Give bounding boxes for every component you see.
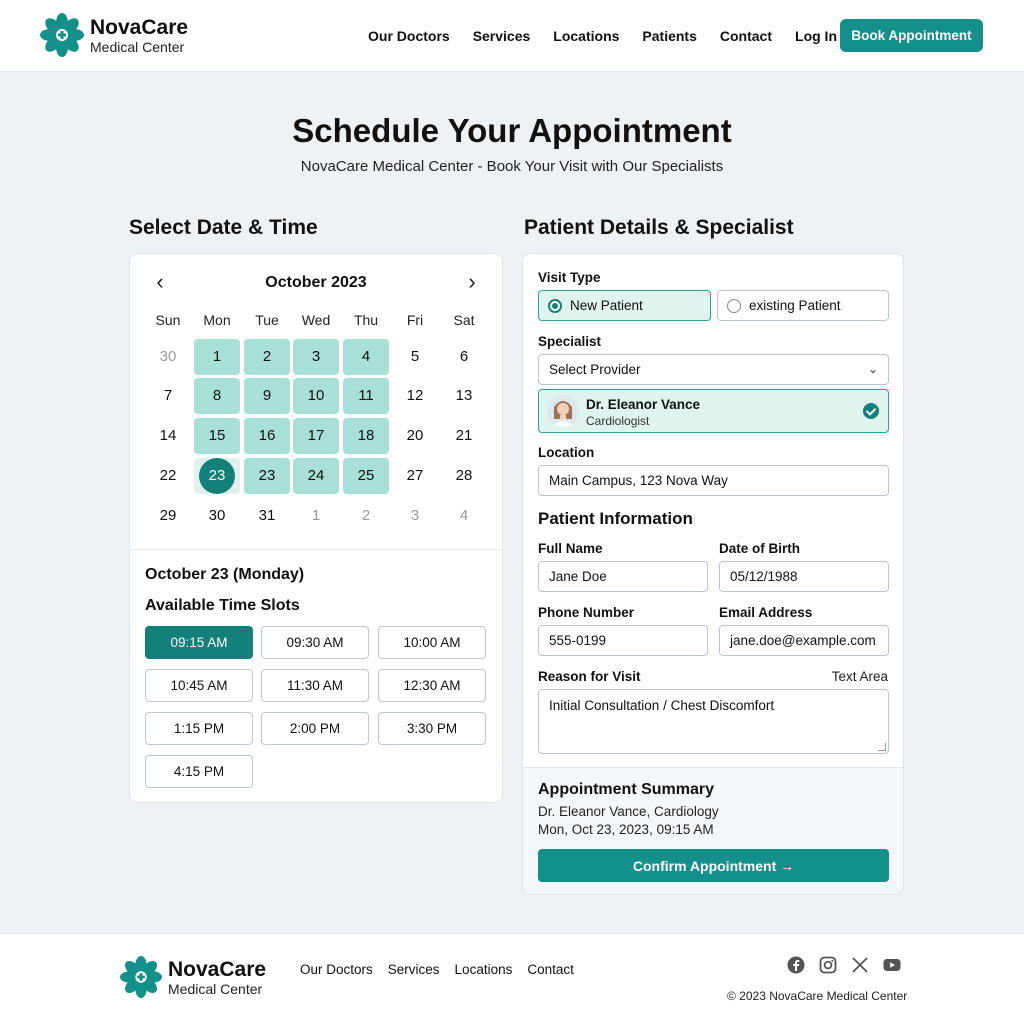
calendar-day[interactable]: 31 xyxy=(258,507,276,524)
specialist-select-value: Select Provider xyxy=(549,362,641,377)
book-appointment-button[interactable]: Book Appointment xyxy=(840,19,983,52)
email-label: Email Address xyxy=(719,605,813,620)
reason-label: Reason for Visit xyxy=(538,669,641,684)
dob-label: Date of Birth xyxy=(719,541,800,556)
location-field[interactable]: Main Campus, 123 Nova Way xyxy=(538,465,889,496)
calendar-day[interactable]: 14 xyxy=(159,427,177,444)
full-name-label: Full Name xyxy=(538,541,603,556)
calendar-day[interactable]: 30 xyxy=(208,507,226,524)
calendar-card xyxy=(129,253,503,803)
calendar-day[interactable]: 9 xyxy=(244,378,290,414)
check-circle-icon xyxy=(863,403,879,419)
nav-contact[interactable]: Contact xyxy=(719,28,773,44)
radio-checked-icon xyxy=(548,299,562,313)
reason-value: Initial Consultation / Chest Discomfort xyxy=(549,698,775,713)
weekday-header: Tue xyxy=(255,312,279,328)
calendar-day[interactable]: 7 xyxy=(163,387,173,404)
time-slot[interactable]: 12:30 AM xyxy=(378,669,486,702)
calendar-day-selected[interactable] xyxy=(194,458,240,494)
details-card xyxy=(522,253,904,895)
summary-title: Appointment Summary xyxy=(538,781,715,798)
footer-brand-name: NovaCare xyxy=(168,957,267,981)
calendar-day[interactable]: 15 xyxy=(194,418,240,454)
calendar-day[interactable]: 25 xyxy=(343,458,389,494)
existing-patient-label: existing Patient xyxy=(749,298,841,313)
copyright: © 2023 NovaCare Medical Center xyxy=(727,989,908,1003)
calendar-day[interactable]: 16 xyxy=(244,418,290,454)
x-icon[interactable] xyxy=(851,956,869,974)
full-name-field[interactable]: Jane Doe xyxy=(538,561,708,592)
time-slot[interactable]: 11:30 AM xyxy=(261,669,369,702)
nav-locations[interactable]: Locations xyxy=(553,28,620,44)
selected-doctor-card[interactable] xyxy=(538,389,889,433)
page-subtitle: NovaCare Medical Center - Book Your Visit with Our Specialists xyxy=(300,158,724,175)
calendar-day[interactable]: 1 xyxy=(311,507,321,524)
brand-sub: Medical Center xyxy=(90,38,185,55)
weekday-header: Thu xyxy=(353,312,379,328)
calendar-day[interactable]: 6 xyxy=(459,348,469,365)
doctor-name: Dr. Eleanor Vance xyxy=(586,397,701,412)
dob-field[interactable]: 05/12/1988 xyxy=(719,561,889,592)
facebook-icon[interactable] xyxy=(787,956,805,974)
calendar-day[interactable]: 29 xyxy=(159,507,177,524)
brand-name: NovaCare xyxy=(90,15,189,39)
appointment-summary xyxy=(523,767,903,895)
email-field[interactable]: jane.doe@example.com xyxy=(719,625,889,656)
specialist-label: Specialist xyxy=(538,334,602,349)
radio-unchecked-icon xyxy=(727,299,741,313)
resize-handle-icon[interactable] xyxy=(878,743,886,751)
location-label: Location xyxy=(538,445,595,460)
footer-link-locations[interactable]: Locations xyxy=(454,962,513,977)
time-slot[interactable]: 2:00 PM xyxy=(261,712,369,745)
calendar-day[interactable]: 27 xyxy=(406,467,424,484)
time-slot[interactable]: 10:00 AM xyxy=(378,626,486,659)
divider xyxy=(130,549,502,550)
time-slot[interactable]: 09:30 AM xyxy=(261,626,369,659)
summary-doctor: Dr. Eleanor Vance, Cardiology xyxy=(538,804,719,819)
time-slot[interactable]: 10:45 AM xyxy=(145,669,253,702)
footer-brand-sub: Medical Center xyxy=(168,980,263,997)
page-title: Schedule Your Appointment xyxy=(292,112,732,149)
calendar-day[interactable]: 23 xyxy=(244,458,290,494)
calendar-day[interactable]: 18 xyxy=(343,418,389,454)
site-header xyxy=(0,0,1024,72)
time-slot[interactable]: 3:30 PM xyxy=(378,712,486,745)
nav-our-doctors[interactable]: Our Doctors xyxy=(368,28,450,44)
weekday-header: Sat xyxy=(453,312,475,328)
calendar-day[interactable]: 22 xyxy=(159,467,177,484)
main-nav xyxy=(368,0,860,72)
weekday-header: Mon xyxy=(203,312,231,328)
reason-textarea[interactable] xyxy=(538,689,889,754)
calendar-day[interactable]: 21 xyxy=(455,427,473,444)
flower-logo-icon xyxy=(40,13,84,57)
doctor-specialty: Cardiologist xyxy=(586,414,650,428)
footer-logo[interactable] xyxy=(120,956,266,998)
calendar-day[interactable]: 20 xyxy=(406,427,424,444)
calendar-day[interactable]: 1 xyxy=(194,339,240,375)
calendar-month: October 2023 xyxy=(265,274,367,291)
site-footer xyxy=(0,933,1024,1024)
social-links xyxy=(787,956,915,974)
footer-nav xyxy=(300,962,589,977)
confirm-appointment-button[interactable]: Confirm Appointment → xyxy=(538,849,889,882)
calendar-day[interactable]: 3 xyxy=(410,507,420,524)
brand-logo[interactable] xyxy=(40,13,188,57)
nav-services[interactable]: Services xyxy=(472,28,531,44)
flower-logo-icon xyxy=(120,956,162,998)
calendar-day[interactable]: 4 xyxy=(459,507,469,524)
calendar-day[interactable]: 30 xyxy=(159,348,177,365)
calendar-day-number: 23 xyxy=(199,458,235,494)
selected-date: October 23 (Monday) xyxy=(145,566,305,583)
text-area-tag: Text Area xyxy=(831,669,888,684)
calendar-day[interactable]: 24 xyxy=(293,458,339,494)
footer-link-services[interactable]: Services xyxy=(387,962,440,977)
new-patient-label: New Patient xyxy=(570,298,643,313)
specialist-select[interactable] xyxy=(538,354,889,385)
doctor-avatar xyxy=(547,395,579,427)
calendar-day[interactable]: 11 xyxy=(343,378,389,414)
patient-details-title: Patient Details & Specialist xyxy=(524,216,794,239)
calendar-day[interactable]: 2 xyxy=(244,339,290,375)
calendar-day[interactable]: 8 xyxy=(194,378,240,414)
phone-field[interactable]: 555-0199 xyxy=(538,625,708,656)
chevron-down-icon: ⌄ xyxy=(867,362,878,376)
youtube-icon[interactable] xyxy=(883,956,901,974)
calendar-day[interactable]: 17 xyxy=(293,418,339,454)
calendar-day[interactable]: 28 xyxy=(455,467,473,484)
summary-datetime: Mon, Oct 23, 2023, 09:15 AM xyxy=(538,822,714,837)
footer-link-our-doctors[interactable]: Our Doctors xyxy=(300,962,373,977)
calendar-day[interactable]: 12 xyxy=(406,387,424,404)
nav-patients[interactable]: Patients xyxy=(642,28,697,44)
phone-label: Phone Number xyxy=(538,605,635,620)
time-slot[interactable]: 09:15 AM xyxy=(145,626,253,659)
existing-patient-radio[interactable] xyxy=(717,290,889,321)
weekday-header: Fri xyxy=(406,312,424,328)
weekday-header: Wed xyxy=(301,312,331,328)
visit-type-label: Visit Type xyxy=(538,270,601,285)
footer-link-contact[interactable]: Contact xyxy=(527,962,574,977)
calendar-day[interactable]: 5 xyxy=(410,348,420,365)
calendar-day[interactable]: 13 xyxy=(455,387,473,404)
new-patient-radio[interactable] xyxy=(538,290,711,321)
calendar-day[interactable]: 3 xyxy=(293,339,339,375)
calendar-day[interactable]: 2 xyxy=(361,507,371,524)
time-slots-title: Available Time Slots xyxy=(145,597,300,614)
weekday-header: Sun xyxy=(155,312,181,328)
prev-month-icon[interactable]: ‹ xyxy=(156,269,164,294)
next-month-icon[interactable]: › xyxy=(468,269,476,294)
calendar-day[interactable]: 10 xyxy=(293,378,339,414)
time-slot[interactable]: 1:15 PM xyxy=(145,712,253,745)
instagram-icon[interactable] xyxy=(819,956,837,974)
date-time-title: Select Date & Time xyxy=(129,216,318,239)
time-slot[interactable]: 4:15 PM xyxy=(145,755,253,788)
calendar-day[interactable]: 4 xyxy=(343,339,389,375)
nav-log-in[interactable]: Log In xyxy=(795,28,838,44)
patient-info-title: Patient Information xyxy=(538,509,693,528)
